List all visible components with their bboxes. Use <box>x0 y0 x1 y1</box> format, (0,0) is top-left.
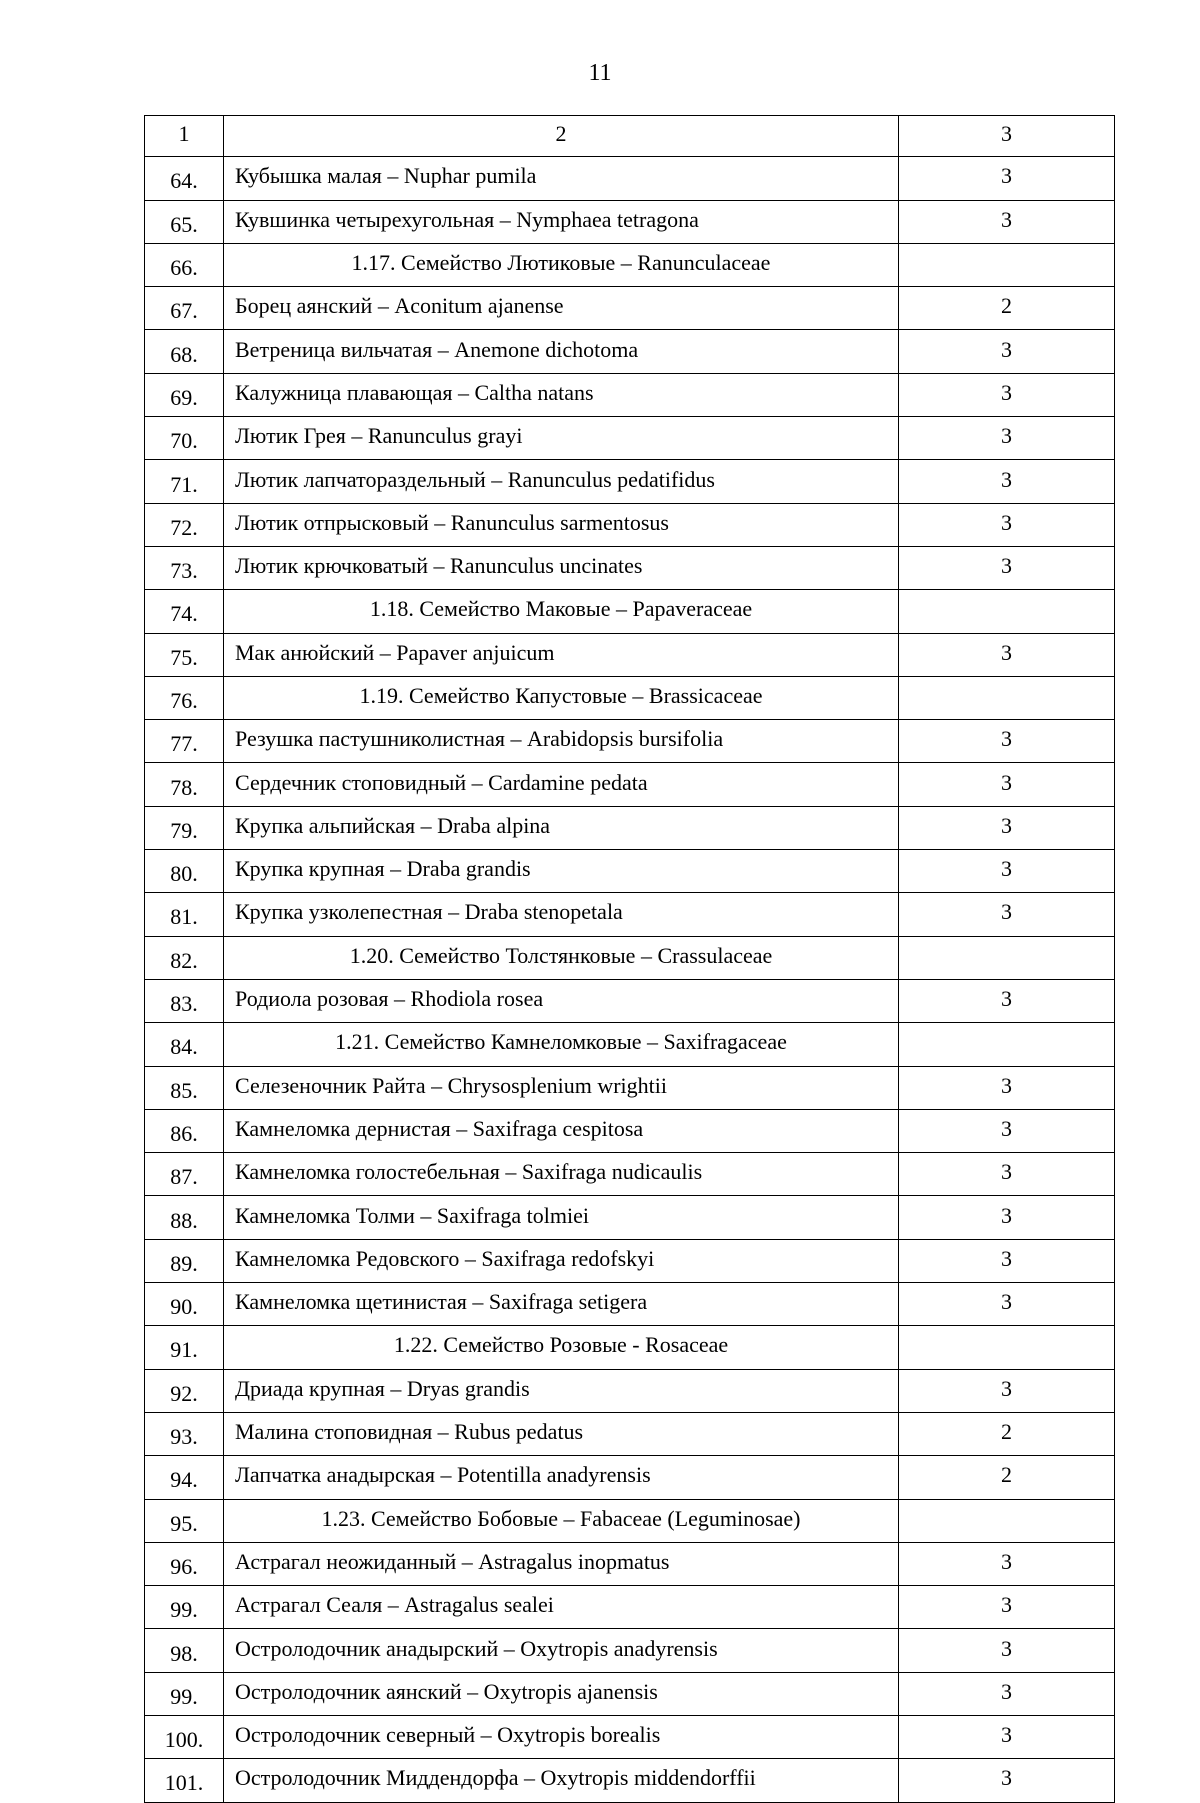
row-number: 88. <box>145 1196 224 1239</box>
category-value: 3 <box>899 417 1115 460</box>
category-value: 3 <box>899 1066 1115 1109</box>
category-value: 3 <box>899 1715 1115 1758</box>
table-row <box>145 1196 1115 1239</box>
table-row <box>145 330 1115 373</box>
species-name: Камнеломка дернистая – Saxifraga cespitosa <box>224 1109 899 1152</box>
species-name: Селезеночник Райта – Chrysosplenium wrightii <box>224 1066 899 1109</box>
empty-category-cell <box>899 676 1115 719</box>
species-name: Резушка пастушниколистная – Arabidopsis bursifolia <box>224 720 899 763</box>
species-name: Калужница плавающая – Caltha natans <box>224 373 899 416</box>
table-row <box>145 1109 1115 1152</box>
species-name: Камнеломка Толми – Saxifraga tolmiei <box>224 1196 899 1239</box>
row-number: 87. <box>145 1153 224 1196</box>
row-number: 89. <box>145 1239 224 1282</box>
row-number: 92. <box>145 1369 224 1412</box>
table-row <box>145 417 1115 460</box>
family-heading: 1.17. Семейство Лютиковые – Ranunculaceae <box>224 243 899 286</box>
table-row <box>145 1283 1115 1326</box>
table-row <box>145 1629 1115 1672</box>
table-row <box>145 850 1115 893</box>
row-number: 70. <box>145 417 224 460</box>
category-value: 2 <box>899 1456 1115 1499</box>
category-value: 3 <box>899 1196 1115 1239</box>
row-number: 98. <box>145 1629 224 1672</box>
family-heading: 1.23. Семейство Бобовые – Fabaceae (Leguminosae) <box>224 1499 899 1542</box>
family-heading: 1.18. Семейство Маковые – Papaveraceae <box>224 590 899 633</box>
header-cell-name: 2 <box>224 116 899 157</box>
category-value: 3 <box>899 633 1115 676</box>
table-row <box>145 1759 1115 1802</box>
header-cell-category: 3 <box>899 116 1115 157</box>
family-row <box>145 1023 1115 1066</box>
empty-category-cell <box>899 936 1115 979</box>
row-number: 96. <box>145 1542 224 1585</box>
table-row <box>145 157 1115 200</box>
species-name: Крупка узколепестная – Draba stenopetala <box>224 893 899 936</box>
species-name: Ветреница вильчатая – Anemone dichotoma <box>224 330 899 373</box>
species-name: Астрагал Сеаля – Astragalus sealei <box>224 1586 899 1629</box>
category-value: 3 <box>899 720 1115 763</box>
row-number: 99. <box>145 1586 224 1629</box>
row-number: 93. <box>145 1412 224 1455</box>
category-value: 3 <box>899 546 1115 589</box>
category-value: 3 <box>899 1283 1115 1326</box>
table-row <box>145 460 1115 503</box>
table-row <box>145 1412 1115 1455</box>
row-number: 67. <box>145 287 224 330</box>
row-number: 64. <box>145 157 224 200</box>
table-row <box>145 633 1115 676</box>
category-value: 3 <box>899 979 1115 1022</box>
species-name: Кубышка малая – Nuphar pumila <box>224 157 899 200</box>
species-name: Лютик крючковатый – Ranunculus uncinates <box>224 546 899 589</box>
row-number: 82. <box>145 936 224 979</box>
table-row <box>145 1066 1115 1109</box>
family-row <box>145 1326 1115 1369</box>
category-value: 3 <box>899 1629 1115 1672</box>
category-value: 3 <box>899 893 1115 936</box>
category-value: 3 <box>899 373 1115 416</box>
empty-category-cell <box>899 1499 1115 1542</box>
family-heading: 1.19. Семейство Капустовые – Brassicaceae <box>224 676 899 719</box>
species-name: Мак анюйский – Papaver anjuicum <box>224 633 899 676</box>
row-number: 71. <box>145 460 224 503</box>
species-name: Крупка альпийская – Draba alpina <box>224 806 899 849</box>
row-number: 94. <box>145 1456 224 1499</box>
row-number: 85. <box>145 1066 224 1109</box>
family-row <box>145 1499 1115 1542</box>
species-name: Лютик отпрысковый – Ranunculus sarmentosus <box>224 503 899 546</box>
category-value: 3 <box>899 1586 1115 1629</box>
empty-category-cell <box>899 243 1115 286</box>
row-number: 86. <box>145 1109 224 1152</box>
species-table <box>144 115 1115 1803</box>
species-name: Камнеломка Редовского – Saxifraga redofskyi <box>224 1239 899 1282</box>
species-name: Лапчатка анадырская – Potentilla anadyrensis <box>224 1456 899 1499</box>
table-row <box>145 1586 1115 1629</box>
row-number: 69. <box>145 373 224 416</box>
family-heading: 1.21. Семейство Камнеломковые – Saxifragaceae <box>224 1023 899 1066</box>
table-row <box>145 200 1115 243</box>
row-number: 84. <box>145 1023 224 1066</box>
family-row <box>145 590 1115 633</box>
family-heading: 1.22. Семейство Розовые - Rosaceae <box>224 1326 899 1369</box>
category-value: 3 <box>899 1759 1115 1802</box>
category-value: 2 <box>899 1412 1115 1455</box>
table-row <box>145 763 1115 806</box>
table-row <box>145 1715 1115 1758</box>
table-row <box>145 979 1115 1022</box>
row-number: 75. <box>145 633 224 676</box>
table-row <box>145 1153 1115 1196</box>
row-number: 83. <box>145 979 224 1022</box>
family-row <box>145 676 1115 719</box>
species-name: Сердечник стоповидный – Cardamine pedata <box>224 763 899 806</box>
category-value: 3 <box>899 503 1115 546</box>
empty-category-cell <box>899 1023 1115 1066</box>
row-number: 79. <box>145 806 224 849</box>
species-name: Остролодочник Миддендорфа – Oxytropis middendorffii <box>224 1759 899 1802</box>
empty-category-cell <box>899 590 1115 633</box>
table-header-row <box>145 116 1115 157</box>
table-row <box>145 373 1115 416</box>
table-row <box>145 1542 1115 1585</box>
header-cell-number: 1 <box>145 116 224 157</box>
empty-category-cell <box>899 1326 1115 1369</box>
species-name: Камнеломка голостебельная – Saxifraga nudicaulis <box>224 1153 899 1196</box>
table-row <box>145 546 1115 589</box>
species-name: Астрагал неожиданный – Astragalus inopmatus <box>224 1542 899 1585</box>
row-number: 66. <box>145 243 224 286</box>
category-value: 3 <box>899 1542 1115 1585</box>
table-row <box>145 893 1115 936</box>
category-value: 2 <box>899 287 1115 330</box>
page-number: 11 <box>588 60 612 86</box>
row-number: 99. <box>145 1672 224 1715</box>
row-number: 68. <box>145 330 224 373</box>
species-name: Остролодочник северный – Oxytropis borealis <box>224 1715 899 1758</box>
category-value: 3 <box>899 1153 1115 1196</box>
species-name: Остролодочник анадырский – Oxytropis anadyrensis <box>224 1629 899 1672</box>
table-row <box>145 503 1115 546</box>
row-number: 65. <box>145 200 224 243</box>
table-row <box>145 720 1115 763</box>
category-value: 3 <box>899 1109 1115 1152</box>
category-value: 3 <box>899 200 1115 243</box>
table-body <box>145 116 1115 1803</box>
species-name: Камнеломка щетинистая – Saxifraga setigera <box>224 1283 899 1326</box>
table-row <box>145 1369 1115 1412</box>
species-name: Родиола розовая – Rhodiola rosea <box>224 979 899 1022</box>
table-row <box>145 287 1115 330</box>
row-number: 91. <box>145 1326 224 1369</box>
category-value: 3 <box>899 850 1115 893</box>
category-value: 3 <box>899 1369 1115 1412</box>
table-row <box>145 1239 1115 1282</box>
species-name: Остролодочник аянский – Oxytropis ajanensis <box>224 1672 899 1715</box>
family-heading: 1.20. Семейство Толстянковые – Crassulaceae <box>224 936 899 979</box>
row-number: 73. <box>145 546 224 589</box>
category-value: 3 <box>899 460 1115 503</box>
species-name: Лютик лапчатораздельный – Ranunculus pedatifidus <box>224 460 899 503</box>
species-name: Дриада крупная – Dryas grandis <box>224 1369 899 1412</box>
species-name: Борец аянский – Aconitum ajanense <box>224 287 899 330</box>
table-row <box>145 1672 1115 1715</box>
category-value: 3 <box>899 330 1115 373</box>
family-row <box>145 243 1115 286</box>
row-number: 80. <box>145 850 224 893</box>
species-name: Крупка крупная – Draba grandis <box>224 850 899 893</box>
row-number: 100. <box>145 1715 224 1758</box>
family-row <box>145 936 1115 979</box>
species-name: Лютик Грея – Ranunculus grayi <box>224 417 899 460</box>
category-value: 3 <box>899 806 1115 849</box>
category-value: 3 <box>899 1672 1115 1715</box>
row-number: 78. <box>145 763 224 806</box>
species-name: Кувшинка четырехугольная – Nymphaea tetragona <box>224 200 899 243</box>
table-row <box>145 806 1115 849</box>
row-number: 74. <box>145 590 224 633</box>
category-value: 3 <box>899 1239 1115 1282</box>
row-number: 77. <box>145 720 224 763</box>
species-name: Малина стоповидная – Rubus pedatus <box>224 1412 899 1455</box>
row-number: 95. <box>145 1499 224 1542</box>
row-number: 101. <box>145 1759 224 1802</box>
table-row <box>145 1456 1115 1499</box>
row-number: 76. <box>145 676 224 719</box>
category-value: 3 <box>899 763 1115 806</box>
category-value: 3 <box>899 157 1115 200</box>
row-number: 81. <box>145 893 224 936</box>
row-number: 72. <box>145 503 224 546</box>
row-number: 90. <box>145 1283 224 1326</box>
